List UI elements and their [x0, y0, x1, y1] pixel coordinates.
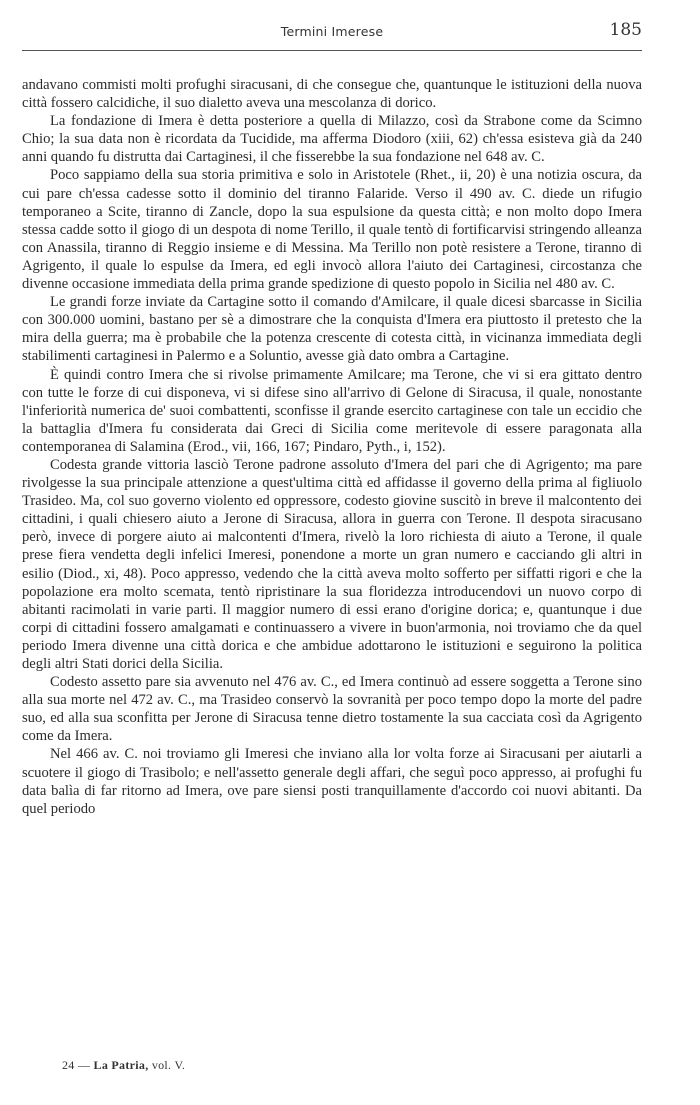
page-number: 185: [609, 20, 642, 40]
paragraph-5: È quindi contro Imera che si rivolse primamente Amilcare; ma Terone, che vi si era gittato dentro con tutte le forze di cui disponeva, vi si difese sino all'arrivo di Gelone di Siracusa, il quale, nonostante l'inferiorità numerica de' suoi combattenti, sconfisse il grande esercito cartaginese con tale un eccidio che la battaglia d'Imera fu considerata dai Greci di Sicilia come meritevole di essere paragonata alla contemporanea di Salamina (Erod., vii, 166, 167; Pindaro, Pyth., i, 152).: [22, 366, 642, 455]
running-header: [22, 18, 642, 46]
body-text: [22, 76, 642, 818]
paragraph-6: Codesta grande vittoria lasciò Terone padrone assoluto d'Imera del pari che di Agrigento; ma pare rivolgesse la sua principale attenzione a quest'ultima città ed affidasse il governo della prima al figliuolo Trasideo. Ma, col suo governo violento ed oppressore, codesto giovine suscitò in breve il malcontento dei cittadini, i quali chiesero aiuto a Jerone di Siracusa, allora in guerra con Terone. Il despota siracusano però, invece di porgere aiuto ai malcontenti d'Imera, rivelò la loro richiesta di aiuto a Terone, il quale prese fiera vendetta degli infelici Imeresi, ponendone a morte un gran numero e cacciando gli altri in esilio (Diod., xi, 48). Poco appresso, vedendo che la città aveva molto sofferto per siffatti rigori e che la popolazione era molto scemata, tentò ripristinare la sua floridezza introducendovi un nuovo corpo di abitanti racimolati in varie parti. Il maggior numero di essi erano d'origine dorica; e, quantunque i due corpi di cittadini fossero amalgamati e continuassero a vivere in buon'armonia, noi troviamo che da quel periodo Imera divenne una città dorica e che ambidue adottarono le istituzioni e seguirono la politica degli altri Stati dorici della Sicilia.: [22, 456, 642, 672]
volume-label: vol. V.: [151, 1058, 186, 1072]
signature-mark: 24 —: [62, 1058, 91, 1072]
journal-title: La Patria,: [93, 1058, 149, 1072]
header-rule: [22, 50, 642, 51]
paragraph-4: Le grandi forze inviate da Cartagine sotto il comando d'Amilcare, il quale dicesi sbarcasse in Sicilia con 300.000 uomini, bastano per sè a dimostrare che la conquista d'Imera era piuttosto il pretesto che la mira della guerra; ma è probabile che la potenza crescente di cotesta città, in vicinanza immediata degli stabilimenti cartaginesi in Palermo e a Soluntio, avesse già dato ombra a Cartagine.: [22, 294, 642, 365]
paragraph-3: Poco sappiamo della sua storia primitiva e solo in Aristotele (Rhet., ii, 20) è una notizia oscura, da cui pare ch'essa cadesse sotto il dominio del tiranno Falaride. Verso il 490 av. C. diede un rifugio temporaneo a Scite, tiranno di Zancle, dopo la sua espulsione da questa città; e non molto dopo Imera stessa cadde sotto il giogo di un despota di nome Terillo, il quale tentò di fortificarvisi stringendo alleanza con Anassila, tiranno di Reggio insieme e di Messina. Ma Terillo non potè resistere a Terone, tiranno di Agrigento, il quale lo espulse da Imera, ed egli invocò allora l'aiuto dei Cartaginesi, circostanza che divenne occasione immediata della prima grande spedizione di questo popolo in Sicilia nel 480 av. C.: [22, 167, 642, 293]
paragraph-2: La fondazione di Imera è detta posteriore a quella di Milazzo, così da Strabone come da Scimno Chio; la sua data non è ricordata da Tucidide, ma afferma Diodoro (xiii, 62) ch'essa esisteva già da 240 anni quando fu distrutta dai Cartaginesi, il che fisserebbe la sua fondazione nel 648 av. C.: [22, 113, 642, 166]
paragraph-1: andavano commisti molti profughi siracusani, di che consegue che, quantunque le istituzioni della nuova città fossero calcidiche, il suo dialetto aveva una mescolanza di dorico.: [22, 77, 642, 112]
paragraph-7: Codesto assetto pare sia avvenuto nel 476 av. C., ed Imera continuò ad essere soggetta a Terone sino alla sua morte nel 472 av. C., ma Trasideo conservò la sovranità per poco tempo dopo la morte del padre suo, ed alla sua sconfitta per Jerone di Siracusa tenne dietro tostamente la sua cacciata così da Agrigento come da Imera.: [22, 674, 642, 745]
running-title: Termini Imerese: [280, 24, 384, 39]
page-footer: [62, 1058, 185, 1073]
paragraph-8: Nel 466 av. C. noi troviamo gli Imeresi che inviano alla lor volta forze ai Siracusani per aiutarli a scuotere il giogo di Trasibolo; e nell'assetto generale degli affari, che seguì poco appresso, ai profughi fu data balìa di far ritorno ad Imera, ove pare siensi posti tranquillamente d'accordo coi nuovi abitanti. Da quel periodo: [22, 746, 642, 817]
